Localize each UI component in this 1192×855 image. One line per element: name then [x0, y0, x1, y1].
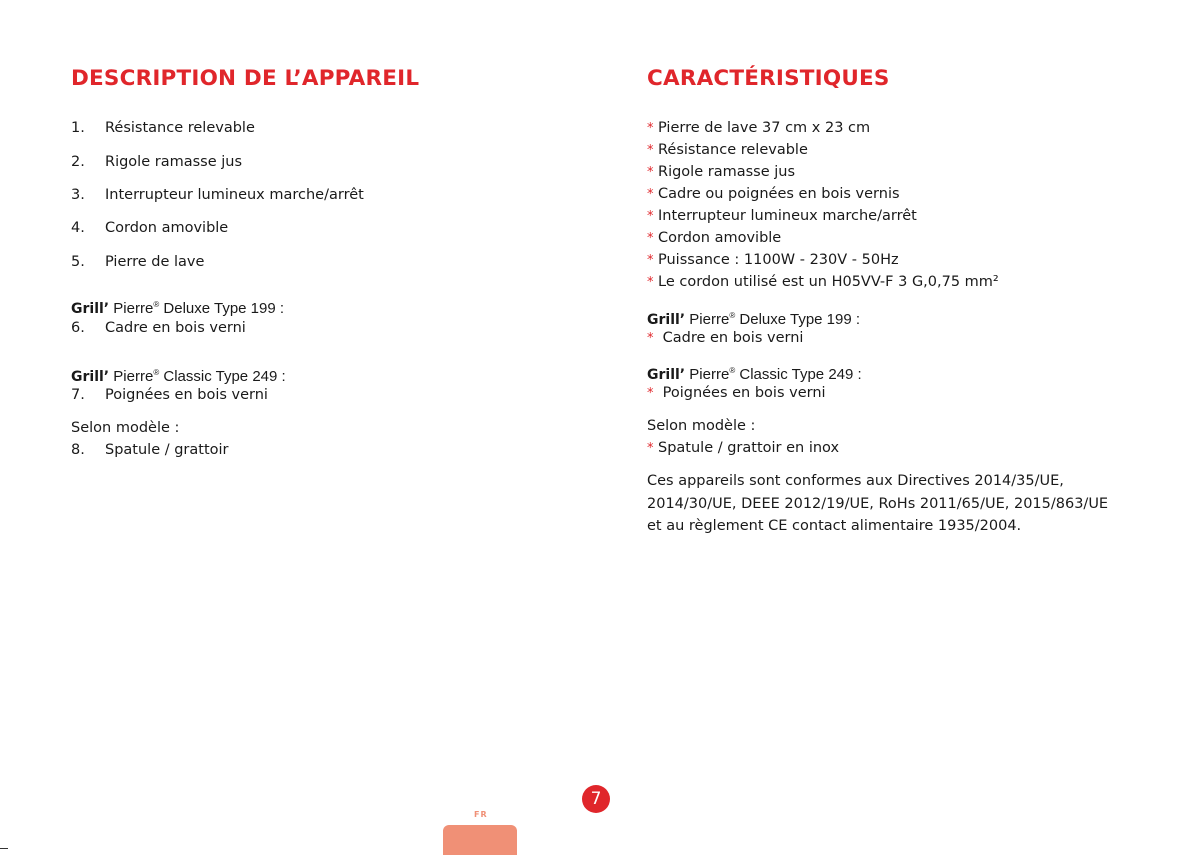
list-item: 4. Cordon amovible — [71, 220, 229, 236]
classic-model-heading: Grill’ Pierre® Classic Type 249 : — [647, 366, 862, 383]
feature-item: * Puissance : 1100W - 230V - 50Hz — [647, 252, 899, 268]
description-title: DESCRIPTION DE L’APPAREIL — [71, 66, 420, 91]
deluxe-model-heading: Grill’ Pierre® Deluxe Type 199 : — [647, 311, 861, 328]
feature-item: * Spatule / grattoir en inox — [647, 440, 840, 456]
asterisk-icon: * — [647, 331, 654, 346]
list-item: 3. Interrupteur lumineux marche/arrêt — [71, 187, 364, 203]
feature-item: * Poignées en bois verni — [647, 385, 826, 401]
feature-item: * Cordon amovible — [647, 230, 782, 246]
asterisk-icon: * — [647, 253, 654, 268]
asterisk-icon: * — [647, 187, 654, 202]
feature-item: * Cadre en bois verni — [647, 330, 804, 346]
feature-item: * Pierre de lave 37 cm x 23 cm — [647, 120, 871, 136]
asterisk-icon: * — [647, 143, 654, 158]
list-item: 2. Rigole ramasse jus — [71, 154, 243, 170]
feature-item: * Interrupteur lumineux marche/arrêt — [647, 208, 917, 224]
asterisk-icon: * — [647, 209, 654, 224]
asterisk-icon: * — [647, 441, 654, 456]
asterisk-icon: * — [647, 386, 654, 401]
asterisk-icon: * — [647, 121, 654, 136]
language-label: FR — [474, 810, 488, 819]
list-item: 1. Résistance relevable — [71, 120, 255, 136]
selon-modele-label: Selon modèle : — [647, 418, 756, 434]
page-number-badge: 7 — [582, 785, 610, 813]
selon-modele-label: Selon modèle : — [71, 420, 180, 436]
asterisk-icon: * — [647, 275, 654, 290]
crop-mark — [0, 848, 8, 849]
compliance-text: Ces appareils sont conformes aux Directives 2014/35/UE, 2014/30/UE, DEEE 2012/19/UE, RoHs 2011/65/UE, 2015/863/UE et au règlement CE contact alimentaire 1935/2004. — [647, 473, 1109, 534]
list-item: 5. Pierre de lave — [71, 254, 205, 270]
asterisk-icon: * — [647, 231, 654, 246]
list-item: 8. Spatule / grattoir — [71, 442, 229, 458]
list-item: 7. Poignées en bois verni — [71, 387, 268, 403]
feature-item: * Résistance relevable — [647, 142, 808, 158]
classic-model-heading: Grill’ Pierre® Classic Type 249 : — [71, 368, 286, 385]
characteristics-title: CARACTÉRISTIQUES — [647, 66, 890, 91]
deluxe-model-heading: Grill’ Pierre® Deluxe Type 199 : — [71, 300, 285, 317]
list-item: 6. Cadre en bois verni — [71, 320, 246, 336]
asterisk-icon: * — [647, 165, 654, 180]
feature-item: * Cadre ou poignées en bois vernis — [647, 186, 900, 202]
feature-item: * Le cordon utilisé est un H05VV-F 3 G,0,75 mm² — [647, 274, 999, 290]
feature-item: * Rigole ramasse jus — [647, 164, 796, 180]
